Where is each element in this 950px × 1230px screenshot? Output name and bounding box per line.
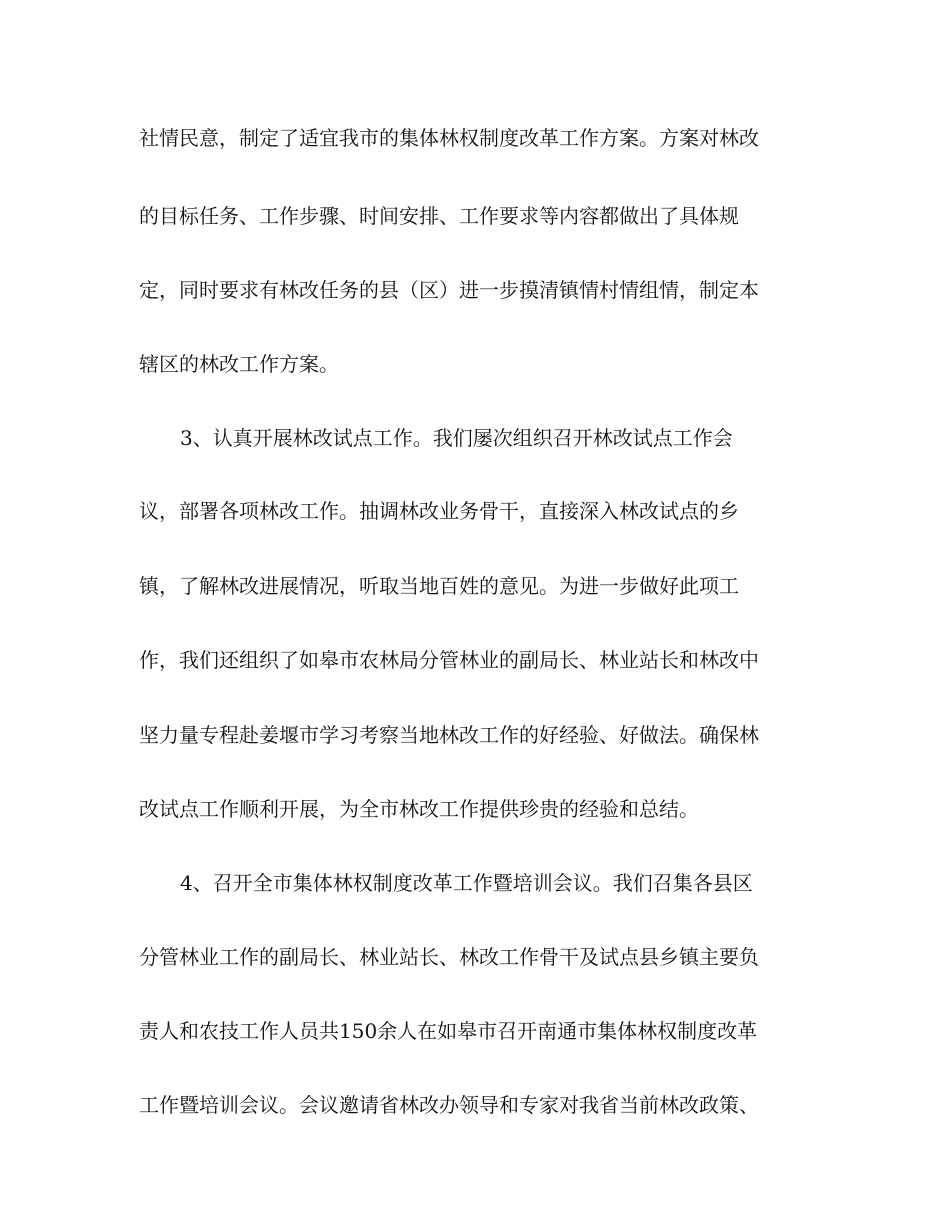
text-line: 责人和农技工作人员共150余人在如皋市召开南通市集体林权制度改革 (139, 1019, 758, 1043)
text-line: 4、召开全市集体林权制度改革工作暨培训会议。我们召集各县区 (180, 871, 753, 895)
text-line: 议，部署各项林改工作。抽调林改业务骨干，直接深入林改试点的乡 (139, 499, 739, 523)
text-line: 分管林业工作的副局长、林业站长、林改工作骨干及试点县乡镇主要负 (139, 945, 759, 969)
text-line: 镇，了解林改进展情况，听取当地百姓的意见。为进一步做好此项工 (139, 574, 739, 598)
text-line: 坚力量专程赴姜堰市学习考察当地林改工作的好经验、好做法。确保林 (139, 723, 759, 747)
text-line: 3、认真开展林改试点工作。我们屡次组织召开林改试点工作会 (180, 426, 733, 450)
text-line: 辖区的林改工作方案。 (139, 352, 339, 376)
text-line: 定，同时要求有林改任务的县（区）进一步摸清镇情村情组情，制定本 (139, 278, 759, 302)
text-line: 改试点工作顺利开展，为全市林改工作提供珍贵的经验和总结。 (139, 797, 699, 821)
text-line: 社情民意，制定了适宜我市的集体林权制度改革工作方案。方案对林改 (139, 126, 759, 150)
text-line: 的目标任务、工作步骤、时间安排、工作要求等内容都做出了具体规 (139, 204, 739, 228)
text-line: 作，我们还组织了如皋市农林局分管林业的副局长、林业站长和林改中 (139, 648, 759, 672)
text-line: 工作暨培训会议。会议邀请省林改办领导和专家对我省当前林改政策、 (139, 1093, 759, 1117)
